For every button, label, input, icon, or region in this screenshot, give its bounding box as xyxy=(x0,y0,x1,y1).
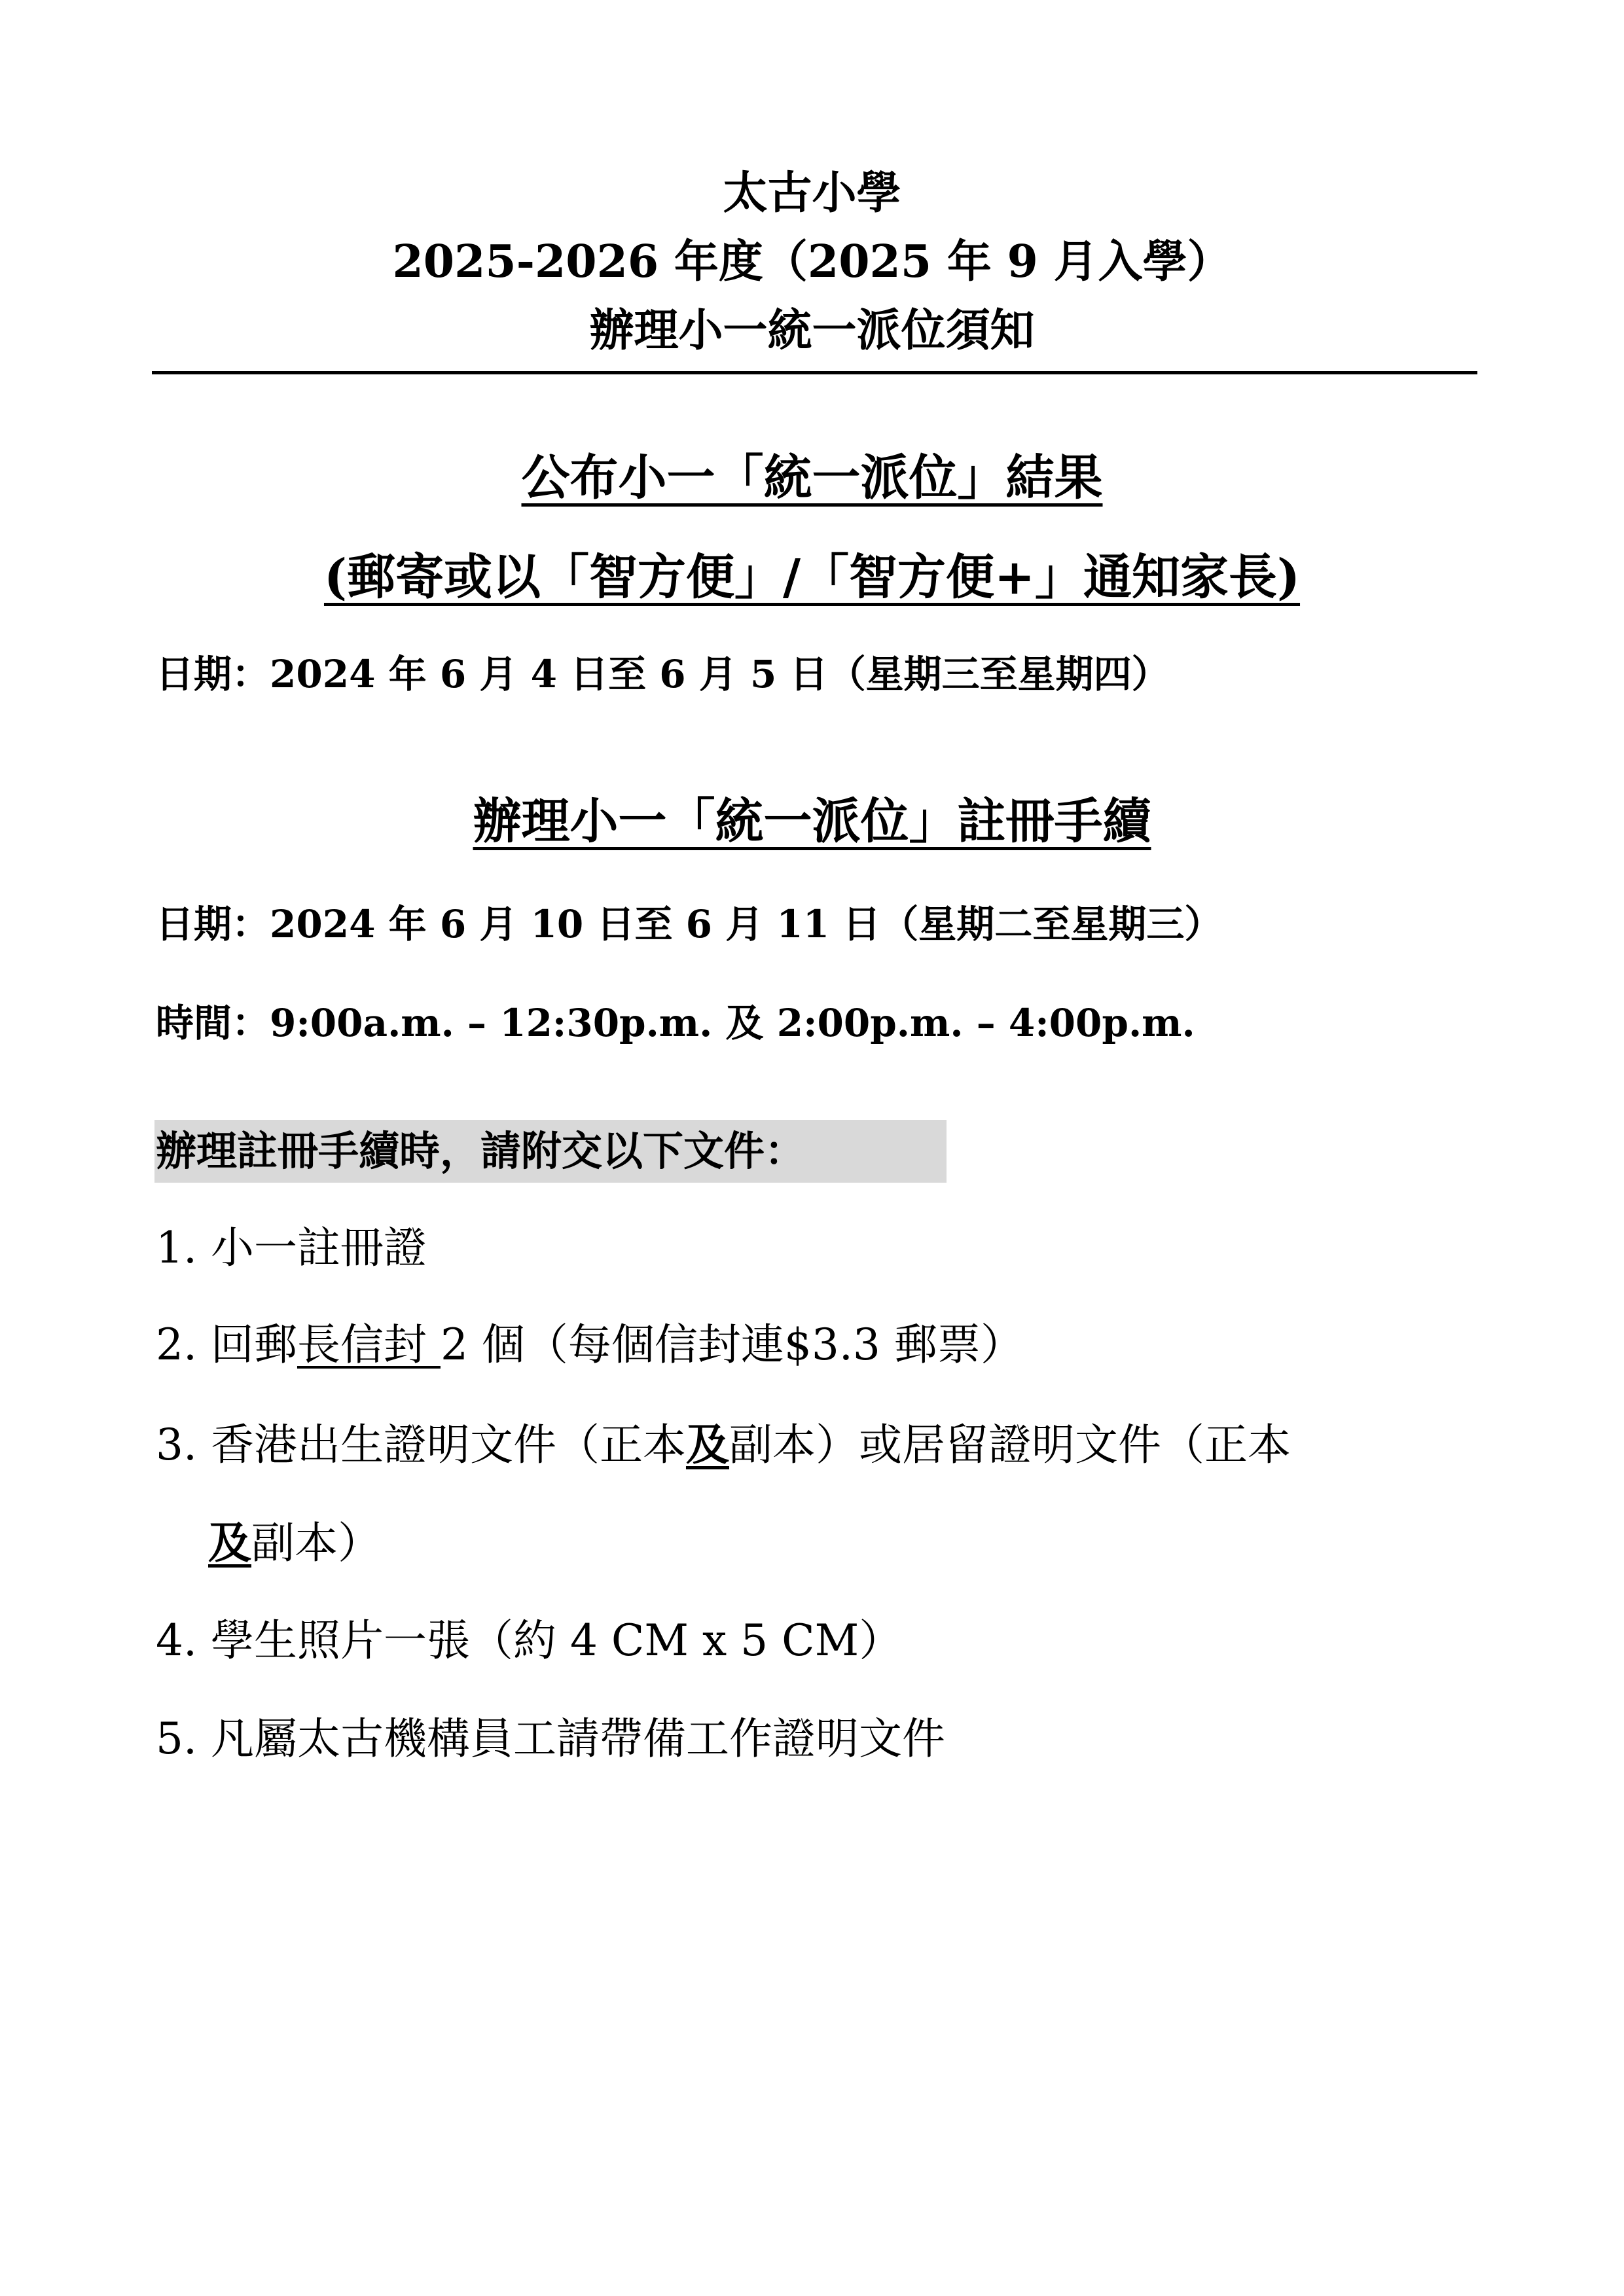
document-item-1: 1. 小一註冊證 xyxy=(156,1223,427,1273)
notice-title: 辦理小一統一派位須知 xyxy=(589,304,1035,357)
document-item-4: 4. 學生照片一張（約 4 CM x 5 CM） xyxy=(156,1615,903,1666)
document-item-5: 5. 凡屬太古機構員工請帶備工作證明文件 xyxy=(156,1713,945,1764)
school-name: 太古小學 xyxy=(723,167,901,219)
allocation-result-title: 公布小一「統一派位」結果 xyxy=(521,450,1103,506)
announcement-date: 日期：2024 年 6 月 4 日至 6 月 5 日（星期三至星期四） xyxy=(156,652,1170,696)
registration-date: 日期：2024 年 6 月 10 日至 6 月 11 日（星期二至星期三） xyxy=(156,902,1223,946)
notification-method-subtitle: (郵寄或以「智方便」/「智方便+」通知家長) xyxy=(323,549,1301,605)
academic-year-line: 2025-2026 年度（2025 年 9 月入學） xyxy=(392,236,1232,288)
document-item-3-continued: 及副本） xyxy=(208,1517,381,1568)
registration-time: 時間：9:00a.m. – 12:30p.m. 及 2:00p.m. – 4:00p.m. xyxy=(156,1001,1195,1045)
document-item-3: 3. 香港出生證明文件（正本及副本）或居留證明文件（正本 xyxy=(156,1419,1291,1470)
registration-procedure-title: 辦理小一「統一派位」註冊手續 xyxy=(473,793,1151,850)
document-item-2: 2. 回郵長信封 2 個（每個信封連$3.3 郵票） xyxy=(156,1319,1024,1370)
documents-heading: 辦理註冊手續時，請附交以下文件： xyxy=(156,1127,806,1175)
header-divider xyxy=(152,371,1477,374)
